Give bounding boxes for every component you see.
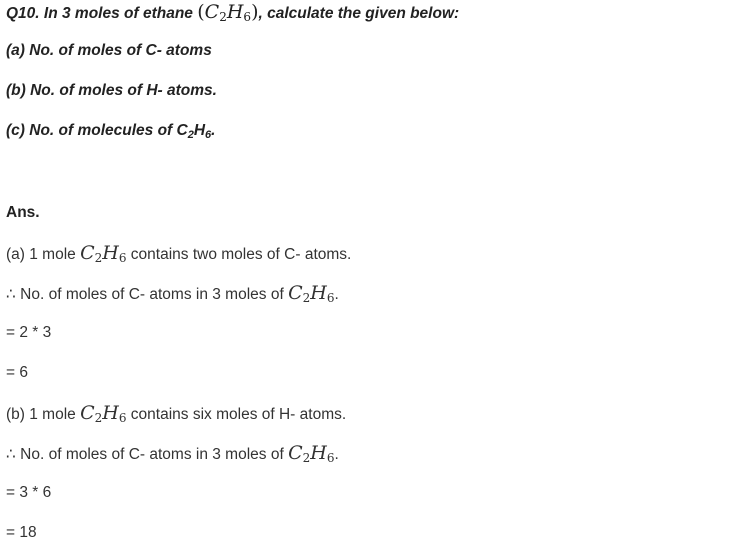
part-c-sub2: 6 <box>205 129 212 141</box>
calc-line-1: = 2 * 3 <box>6 324 52 341</box>
part-c-prefix: (c) No. of molecules of C <box>6 122 188 139</box>
formula-hydrogen: H <box>310 442 327 464</box>
answer-a-line <box>6 243 351 265</box>
therefore-line-2 <box>6 443 339 465</box>
ethane-formula <box>288 282 334 304</box>
period: . <box>334 446 339 463</box>
answer-a-suffix: contains two moles of C- atoms. <box>126 246 352 263</box>
formula-carbon: C <box>288 282 303 304</box>
therefore-text-1: ∴ No. of moles of C- atoms in 3 moles of <box>6 286 289 303</box>
question-part-c <box>6 121 215 141</box>
question-part-b: (b) No. of moles of H- atoms. <box>6 82 217 99</box>
question-title <box>6 2 459 24</box>
formula-carbon-sub: 2 <box>94 251 103 265</box>
formula-hydrogen: H <box>102 402 119 424</box>
formula-carbon: C <box>80 242 95 264</box>
formula-carbon: C <box>288 442 303 464</box>
ethane-formula <box>80 242 126 264</box>
formula-hydrogen-sub: 6 <box>326 451 335 465</box>
open-paren: ( <box>197 1 205 23</box>
therefore-line-1 <box>6 283 339 305</box>
answer-b-line <box>6 403 346 425</box>
formula-carbon-sub: 2 <box>302 291 311 305</box>
question-title-prefix: Q10. In 3 moles of ethane <box>6 5 198 22</box>
formula-hydrogen: H <box>226 1 244 23</box>
formula-hydrogen: H <box>102 242 119 264</box>
formula-carbon-sub: 2 <box>94 411 103 425</box>
question-title-suffix: , calculate the given below: <box>258 5 460 22</box>
formula-hydrogen-sub: 6 <box>326 291 335 305</box>
formula-hydrogen-sub: 6 <box>118 251 127 265</box>
formula-carbon-sub: 2 <box>302 451 311 465</box>
formula-hydrogen: H <box>310 282 327 304</box>
ethane-formula <box>288 442 334 464</box>
formula-carbon: C <box>80 402 95 424</box>
result-line-2: = 18 <box>6 524 37 541</box>
formula-hydrogen-sub: 6 <box>243 10 252 24</box>
answer-b-prefix: (b) 1 mole <box>6 406 81 423</box>
part-c-sub1: 2 <box>187 129 194 141</box>
ethane-formula <box>80 402 126 424</box>
ethane-formula <box>205 1 251 23</box>
calc-line-2: = 3 * 6 <box>6 484 52 501</box>
formula-carbon-sub: 2 <box>219 10 227 24</box>
close-paren: ) <box>251 1 259 23</box>
period: . <box>334 286 339 303</box>
part-c-mid: H <box>193 122 206 139</box>
answer-heading: Ans. <box>6 204 40 221</box>
formula-carbon: C <box>204 1 220 23</box>
question-part-a: (a) No. of moles of C- atoms <box>6 42 212 59</box>
answer-a-prefix: (a) 1 mole <box>6 246 81 263</box>
result-line-1: = 6 <box>6 364 28 381</box>
part-c-suffix: . <box>211 122 216 139</box>
answer-b-suffix: contains six moles of H- atoms. <box>126 406 347 423</box>
therefore-text-2: ∴ No. of moles of C- atoms in 3 moles of <box>6 446 289 463</box>
formula-hydrogen-sub: 6 <box>118 411 127 425</box>
